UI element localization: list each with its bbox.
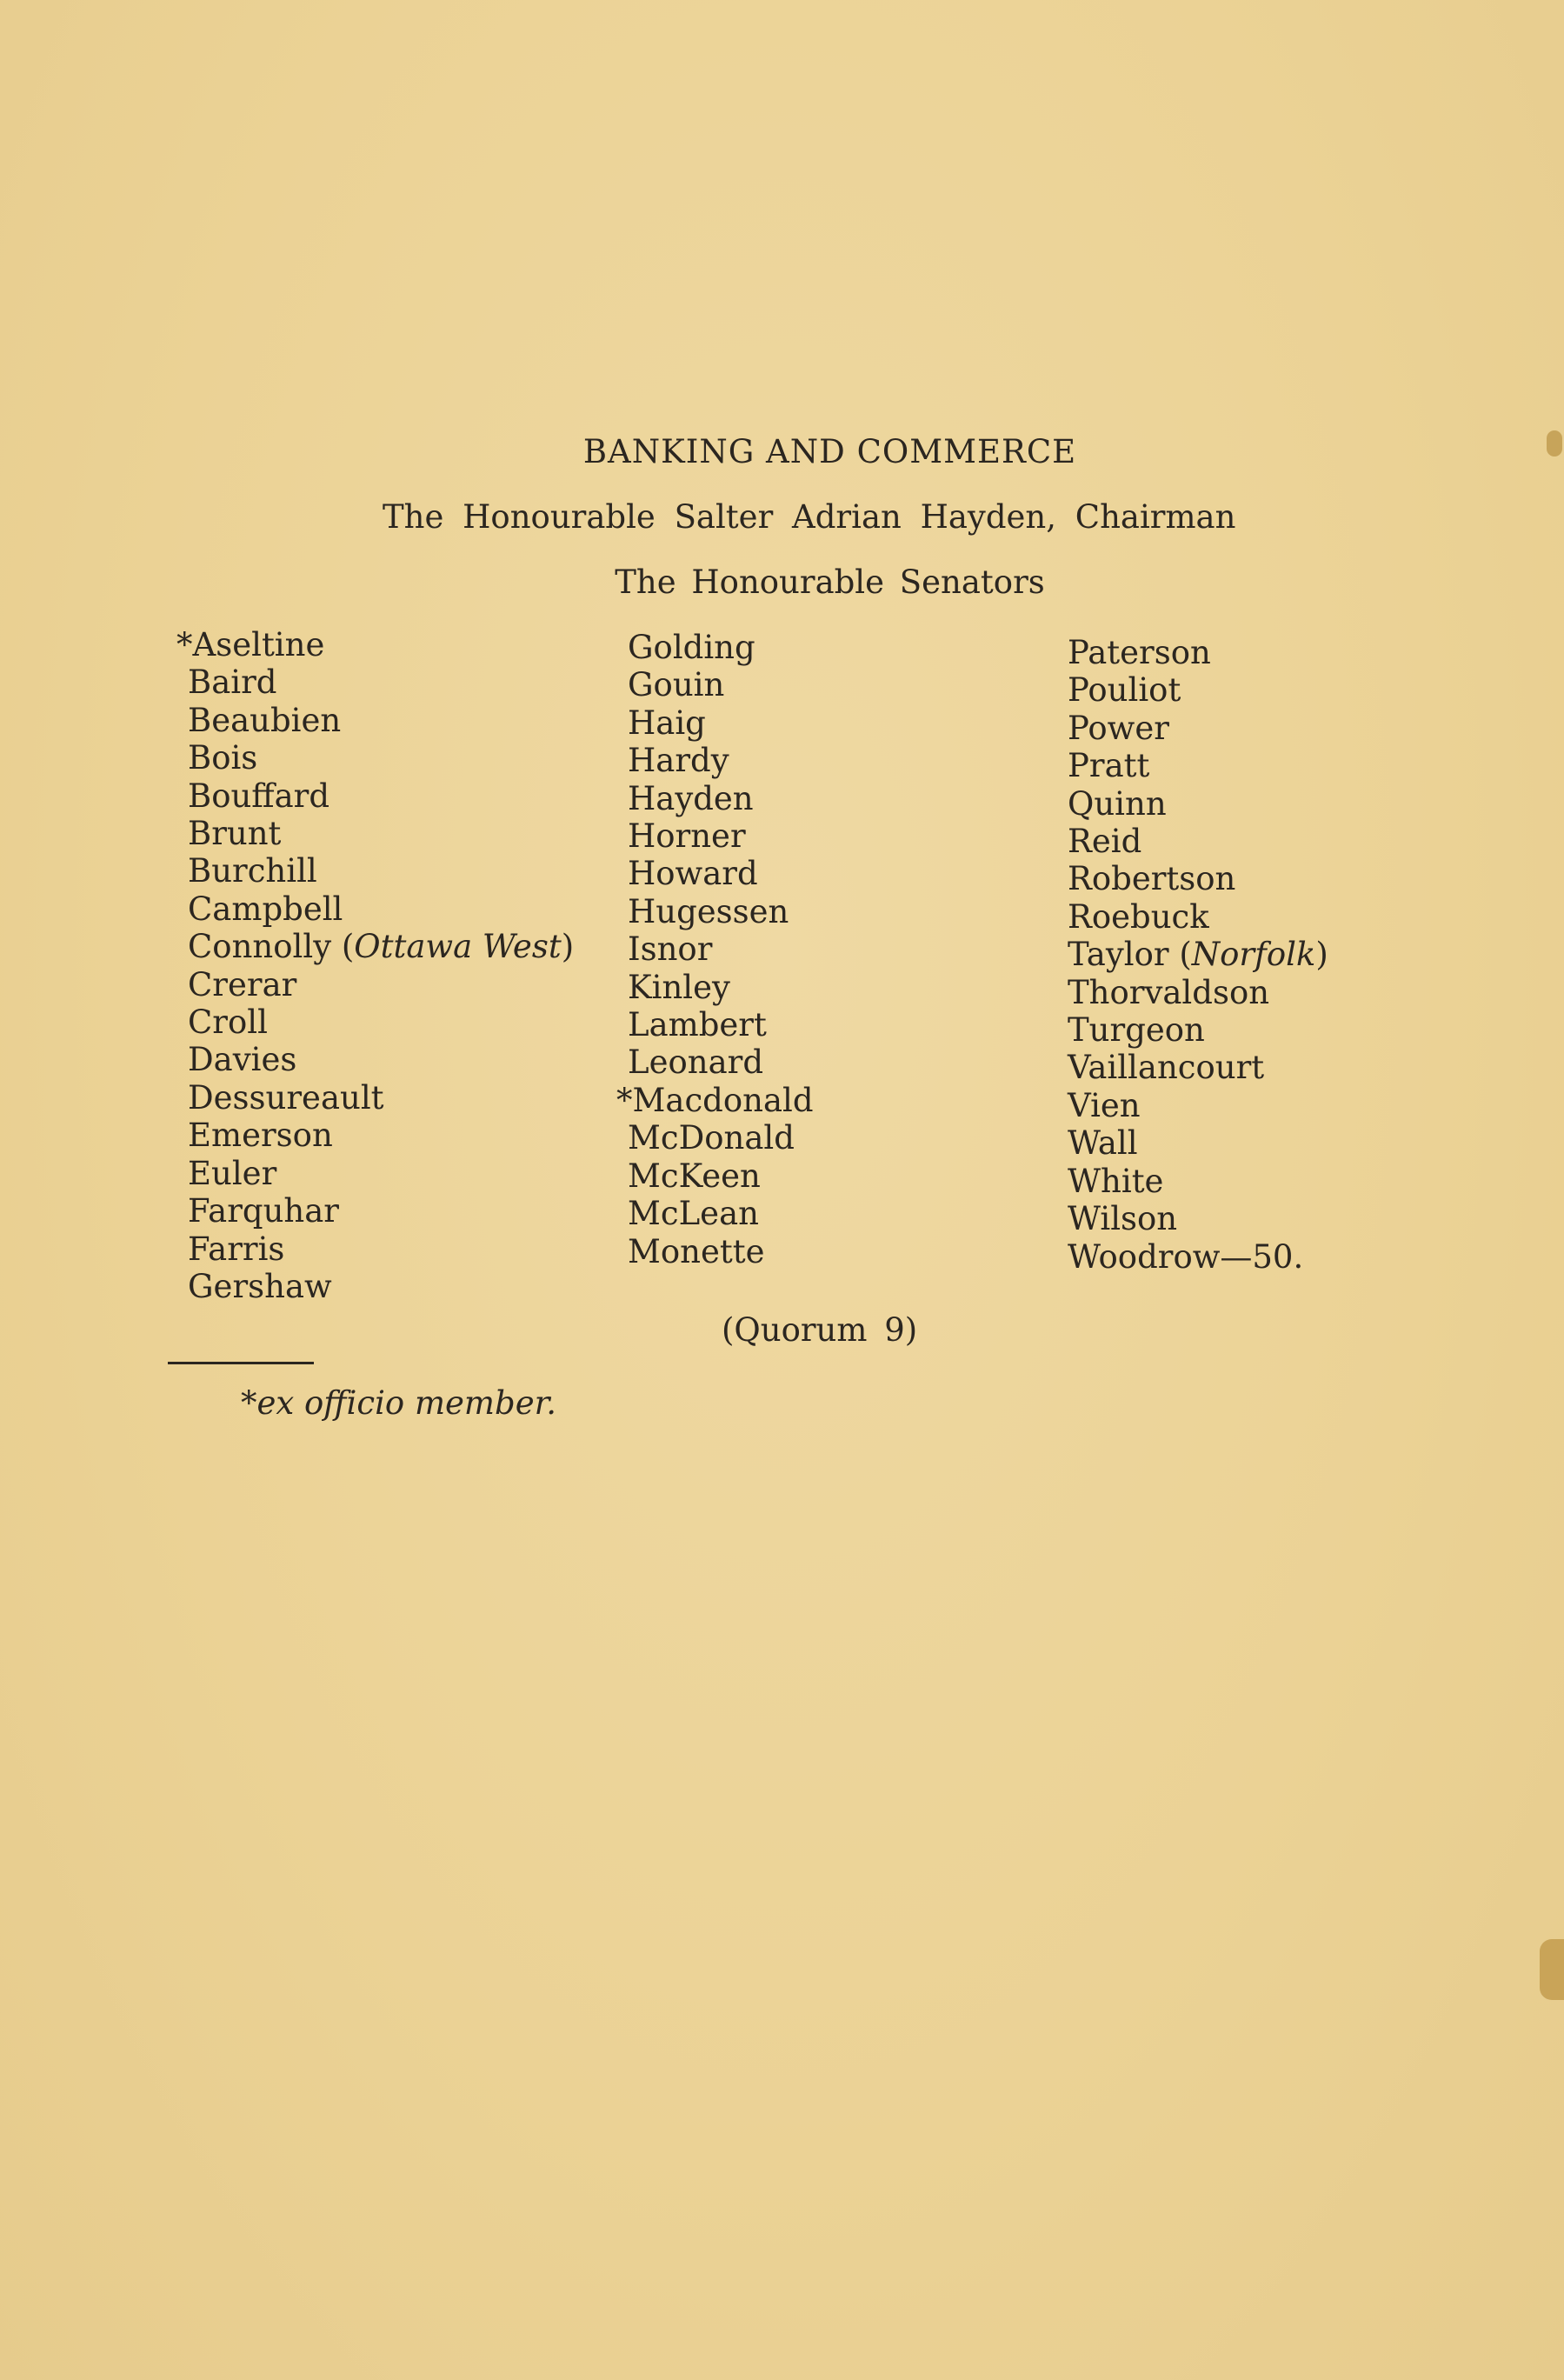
senator-name: Baird xyxy=(188,663,277,702)
member-name xyxy=(1068,1011,1328,1049)
member-name xyxy=(1068,1124,1328,1162)
member-name xyxy=(188,890,574,928)
senator-name: Pouliot xyxy=(1068,671,1181,710)
member-name xyxy=(1068,671,1328,709)
senator-name: Bois xyxy=(188,739,258,777)
member-name xyxy=(1068,1087,1328,1124)
footnote: *ex officio member. xyxy=(241,1384,556,1422)
member-name xyxy=(1068,1238,1328,1276)
senator-name: Emerson xyxy=(188,1117,333,1155)
senator-name: Quinn xyxy=(1068,784,1167,823)
member-name xyxy=(628,893,814,930)
member-name xyxy=(628,969,814,1006)
member-name xyxy=(628,1006,814,1043)
member-name xyxy=(1068,747,1328,784)
senator-name: Taylor xyxy=(1068,936,1169,974)
senator-name: Hugessen xyxy=(628,892,789,930)
senator-name: Connolly xyxy=(188,928,332,966)
member-name xyxy=(1068,823,1328,860)
member-name xyxy=(188,1230,574,1268)
senator-name: Paterson xyxy=(1068,634,1211,671)
member-name xyxy=(1068,785,1328,823)
quorum-note: (Quorum 9) xyxy=(722,1311,918,1349)
senator-name: Gershaw xyxy=(188,1267,332,1305)
members-column-2 xyxy=(616,629,814,1270)
member-name xyxy=(176,626,574,663)
senator-name: Hardy xyxy=(628,742,729,780)
senators-label: The Honourable Senators xyxy=(615,563,1045,601)
division-note: Ottawa West xyxy=(354,928,562,966)
member-name xyxy=(1068,634,1328,671)
member-name xyxy=(1068,710,1328,747)
member-name xyxy=(188,1041,574,1078)
senator-name: Isnor xyxy=(628,930,713,969)
senator-name: Macdonald xyxy=(632,1081,814,1119)
member-name xyxy=(628,855,814,892)
members-column-1 xyxy=(176,626,575,1305)
senator-name: White xyxy=(1068,1162,1164,1200)
senator-name: Turgeon xyxy=(1068,1011,1205,1050)
senator-name: Vaillancourt xyxy=(1068,1049,1265,1087)
member-name xyxy=(628,666,814,703)
senator-name: Euler xyxy=(188,1154,277,1192)
senator-name: Farris xyxy=(188,1230,285,1268)
member-name xyxy=(628,742,814,779)
member-name xyxy=(188,702,574,739)
senator-name: Thorvaldson xyxy=(1068,973,1270,1011)
senator-name: Gouin xyxy=(628,666,725,704)
member-name xyxy=(628,1233,814,1270)
senator-name: McDonald xyxy=(628,1119,795,1157)
member-name xyxy=(628,1119,814,1157)
member-name xyxy=(188,777,574,815)
senator-name: Campbell xyxy=(188,890,343,928)
senator-name: Farquhar xyxy=(188,1192,339,1230)
senator-name: Brunt xyxy=(188,815,282,853)
member-name xyxy=(188,1117,574,1154)
footnote-rule xyxy=(168,1362,314,1364)
member-name xyxy=(188,852,574,890)
member-name xyxy=(628,1157,814,1195)
member-name xyxy=(188,1268,574,1305)
senator-name: Monette xyxy=(628,1232,765,1270)
senator-name: Horner xyxy=(628,817,746,856)
senator-name: Roebuck xyxy=(1068,897,1209,936)
member-name xyxy=(628,1195,814,1232)
senator-name: Aseltine xyxy=(192,626,325,663)
senator-name: Leonard xyxy=(628,1043,764,1082)
senator-name: Hayden xyxy=(628,779,754,817)
senator-name: Howard xyxy=(628,855,758,893)
member-name xyxy=(188,966,574,1003)
committee-heading: BANKING AND COMMERCE xyxy=(582,433,1077,470)
senator-name: Burchill xyxy=(188,852,317,890)
senator-name: Vien xyxy=(1068,1086,1141,1124)
senator-name: Croll xyxy=(188,1003,268,1042)
chairman-line: The Honourable Salter Adrian Hayden, Chairman xyxy=(383,498,1236,536)
members-column-3 xyxy=(1068,634,1328,1276)
senator-name: Woodrow—50. xyxy=(1068,1237,1304,1276)
ex-officio-marker: * xyxy=(616,1081,633,1119)
senator-name: Wilson xyxy=(1068,1200,1178,1238)
member-name xyxy=(188,1003,574,1041)
paper-stain xyxy=(1540,1939,1564,2000)
member-name xyxy=(1068,1163,1328,1200)
senator-name: Reid xyxy=(1068,823,1142,861)
member-name: Connolly (Ottawa West) xyxy=(188,928,575,966)
senator-name: Davies xyxy=(188,1041,297,1079)
senator-name: Lambert xyxy=(628,1006,767,1044)
senator-name: Crerar xyxy=(188,965,297,1003)
member-name xyxy=(188,1155,574,1192)
senator-name: McLean xyxy=(628,1195,759,1233)
member-name xyxy=(628,780,814,817)
senator-name: Power xyxy=(1068,709,1169,747)
member-name xyxy=(628,704,814,742)
member-name xyxy=(188,1079,574,1117)
senator-name: Pratt xyxy=(1068,747,1150,785)
member-name xyxy=(1068,1200,1328,1237)
member-name xyxy=(188,739,574,777)
member-name xyxy=(1068,898,1328,936)
member-name xyxy=(628,1043,814,1081)
member-name xyxy=(1068,1049,1328,1086)
member-name xyxy=(188,815,574,852)
member-name xyxy=(188,663,574,701)
senator-name: Beaubien xyxy=(188,701,342,739)
senator-name: Bouffard xyxy=(188,777,330,815)
member-name xyxy=(188,1192,574,1230)
member-name xyxy=(1068,974,1328,1011)
division-note: Norfolk xyxy=(1191,936,1316,974)
ex-officio-marker: * xyxy=(176,626,193,663)
senator-name: Kinley xyxy=(628,968,730,1006)
senator-name: Robertson xyxy=(1068,860,1236,898)
member-name xyxy=(628,817,814,855)
senator-name: Wall xyxy=(1068,1124,1138,1163)
member-name xyxy=(1068,860,1328,897)
member-name xyxy=(628,930,814,968)
member-name: Taylor (Norfolk) xyxy=(1068,936,1328,974)
senator-name: Golding xyxy=(628,629,755,666)
member-name xyxy=(616,1081,814,1119)
senator-name: McKeen xyxy=(628,1157,761,1195)
senator-name: Haig xyxy=(628,703,706,742)
senator-name: Dessureault xyxy=(188,1078,384,1117)
member-name xyxy=(628,629,814,666)
